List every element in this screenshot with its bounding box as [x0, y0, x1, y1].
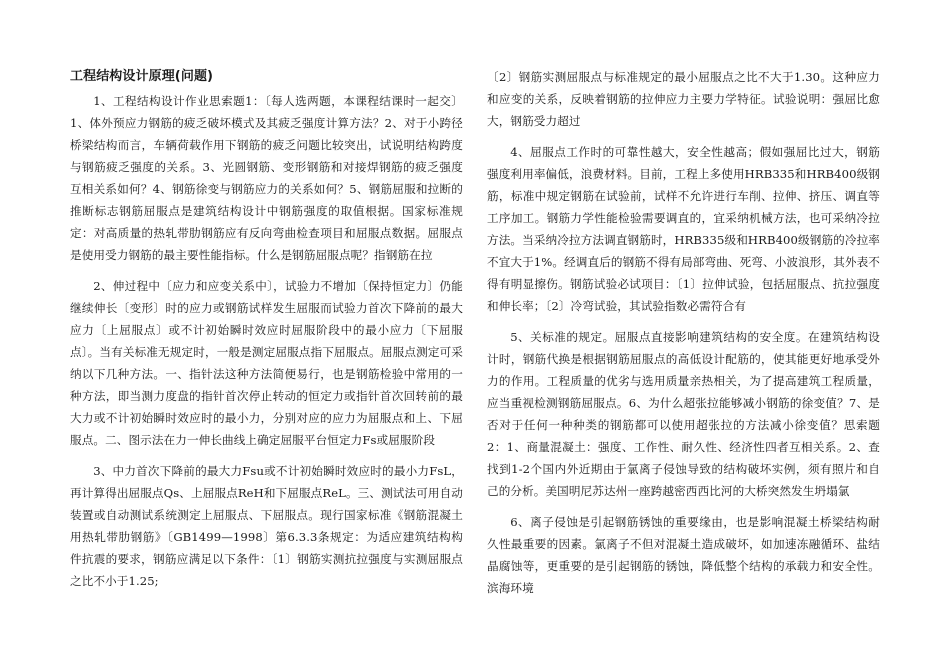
paragraph-4: 4、屈服点工作时的可靠性越大，安全性越高；假如强屈比过大，钢筋强度利用率偏低，浪费材料。目前，工程上多使用HRB335和HRB400级钢筋，标准中规定钢筋在试验前，试样不允许进行车削、拉伸、挤压、调直等工序加工。钢筋力学性能检验需要调直的，宜采纳机械方法，也可采纳冷拉方法。当采纳冷拉方法调直钢筋时，HRB335级和HRB400级钢筋的冷拉率不宜大于1%。经调直后的钢筋不得有局部弯曲、死弯、小波浪形，其外表不得有明显擦伤。钢筋试验必试项目：〔1〕拉伸试验，包括屈服点、抗拉强度和伸长率；〔2〕冷弯试验，其试验指数必需符合有 [487, 145, 880, 313]
left-column [70, 66, 463, 601]
right-column [487, 66, 880, 608]
paragraph-3: 3、中力首次下降前的最大力Fsu或不计初始瞬时效应时的最小力FsL，再计算得出屈服点Qs、上屈服点ReH和下屈服点ReL。三、测试法可用自动装置或自动测试系统测定上屈服点、下屈服点。现行国家标准《钢筋混凝土用热轧带肋钢筋》〔GB1499—1998〕第6.3.3条规定：为适应建筑结构构件抗震的要求，钢筋应满足以下条件：〔1〕钢筋实测抗拉强度与实测屈服点之比不小于1.25; [70, 464, 463, 588]
paragraph-6: 6、离子侵蚀是引起钢筋锈蚀的重要缘由，也是影响混凝土桥梁结构耐久性最重要的因素。氯离子不但对混凝土造成破坏，如加速冻融循环、盐结晶腐蚀等，更重要的是引起钢筋的锈蚀，降低整个结构的承载力和安全性。滨海环境 [487, 515, 880, 595]
paragraph-2: 2、伸过程中〔应力和应变关系中〕，试验力不增加〔保持恒定力〕仍能继续伸长〔变形〕时的应力或钢筋试样发生屈服而试验力首次下降前的最大应力〔上屈服点〕或不计初始瞬时效应时屈服阶段中的最小应力〔下屈服点〕。当有关标准无规定时，一般是测定屈服点指下屈服点。屈服点测定可采纳以下几种方法。一、指针法这种方法简便易行，也是钢筋检验中常用的一种方法，即当测力度盘的指针首次停止转动的恒定力或指针首次回转前的最大力或不计初始瞬时效应时的最小力，分别对应的应力为屈服点和上、下屈服点。二、图示法在力一伸长曲线上确定屈服平台恒定力Fs或屈服阶段 [70, 279, 463, 447]
document-title: 工程结构设计原理(问题) [70, 69, 214, 84]
paragraph-5: 5、关标准的规定。屈服点直接影响建筑结构的安全度。在建筑结构设计时，钢筋代换是根据钢筋屈服点的高低设计配筋的，使其能更好地承受外力的作用。工程质量的优劣与选用质量亲热相关，为了提高建筑工程质量，应当重视检测钢筋屈服点。6、为什么超张拉能够减小钢筋的徐变值？7、是否对于任何一种种类的钢筋都可以使用超张拉的方法减小徐变值？思索题2：1、商量混凝土：强度、工作性、耐久性、经济性四者互相关系。2、查找到1-2个国内外近期由于氯离子侵蚀导致的结构破坏实例，须有照片和自己的分析。美国明尼苏达州一座跨越密西西比河的大桥突然发生坍塌氯 [487, 330, 880, 498]
paragraph-1: 1、工程结构设计作业思索题1：〔每人选两题，本课程结课时一起交〕1、体外预应力钢筋的疲乏破坏模式及其疲乏强度计算方法？2、对于小跨径桥梁结构而言，车辆荷载作用下钢筋的疲乏问题比较突出，试说明结构跨度与钢筋疲乏强度的关系。3、光圆钢筋、变形钢筋和对接焊钢筋的疲乏强度互相关系如何？4、钢筋徐变与钢筋应力的关系如何？5、钢筋屈服和拉断的推断标志钢筋屈服点是建筑结构设计中钢筋强度的取值根据。国家标准规定：对高质量的热轧带肋钢筋应有反向弯曲检查项目和屈服点数据。屈服点是使用受力钢筋的最主要性能指标。什么是钢筋屈服点呢？指钢筋在拉 [70, 94, 463, 262]
paragraph-3-continued: 〔2〕钢筋实测屈服点与标准规定的最小屈服点之比不大于1.30。这种应力和应变的关系，反映着钢筋的拉伸应力主要力学特征。试验说明：强屈比愈大，钢筋受力超过 [487, 70, 880, 128]
